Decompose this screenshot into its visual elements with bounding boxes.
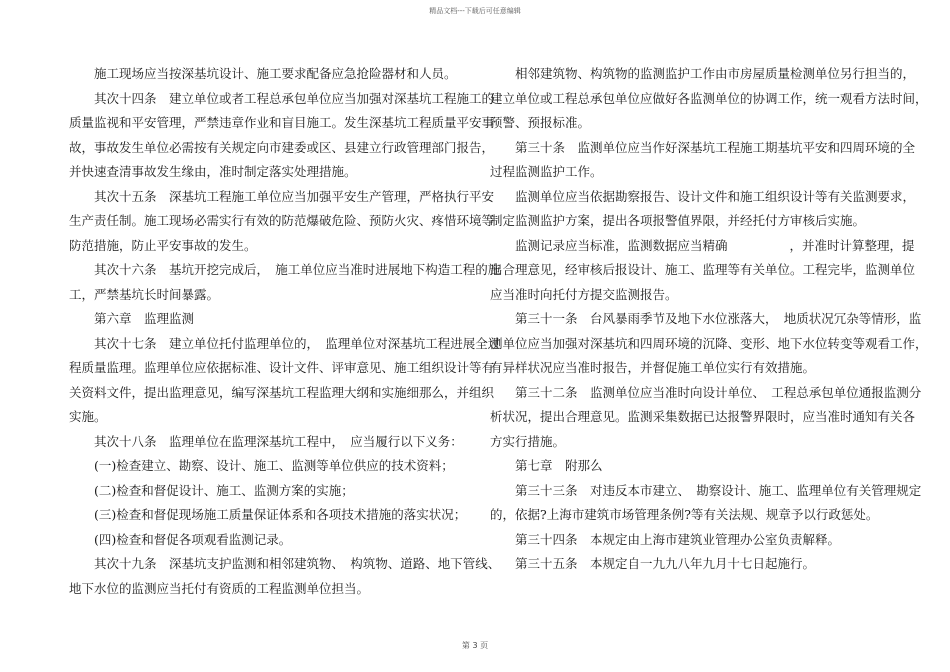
article-29-heading-line: 其次十九条 深基坑支护监测和相邻建筑物、 构筑物、道路、地下管线、 xyxy=(94,556,501,571)
page-header: 精品文档---下载后可任意编辑 xyxy=(429,7,521,15)
article-24-heading-line: 其次十四条 建立单位或者工程总承包单位应当加强对深基坑工程施工的 xyxy=(94,90,495,106)
article-31-heading-line: 第三十一条 台风暴雨季节及地下水位涨落大， 地质状况冗杂等情形，监 xyxy=(515,311,922,326)
paragraph-line: 过程监测监护工作。 xyxy=(490,164,603,179)
paragraph-line: 建立单位或工程总承包单位应做好各监测单位的协调工作，统一观看方法时间， xyxy=(490,90,928,106)
paragraph-line: 关资料文件，提出监理意见，编写深基坑工程监理大纲和实施细那么，并组织 xyxy=(69,384,495,400)
line-part: ，并准时计算整理，提 xyxy=(789,237,915,253)
paragraph-line: 工，严禁基坑长时间暴露。 xyxy=(69,286,220,302)
paragraph-line: 施工现场应当按深基坑设计、施工要求配备应急抢险器材和人员。 xyxy=(94,66,457,81)
line-part: 监测记录应当标准，监测数据应当精确 xyxy=(515,237,728,253)
paragraph-line: 预警、预报标准。 xyxy=(490,115,591,130)
list-item: (二)检查和督促设计、施工、监测方案的实施； xyxy=(94,482,354,498)
paragraph-line: 应当准时向托付方提交监测报告。 xyxy=(490,286,678,302)
list-item: (四)检查和督促各项观看监测记录。 xyxy=(94,531,292,547)
left-column xyxy=(69,62,501,601)
list-item: (三)检查和督促现场施工质量保证体系和各项技术措施的落实状况； xyxy=(94,507,467,522)
right-column xyxy=(490,62,928,577)
paragraph-line: 有异样状况应当准时报告，并督促施工单位实行有效措施。 xyxy=(490,360,816,375)
article-27-heading-line: 其次十七条 建立单位托付监理单位的， 监理单位对深基坑工程进展全过 xyxy=(94,335,501,351)
paragraph-line-with-gap xyxy=(490,234,915,259)
chapter-6-title: 第六章 监理监测 xyxy=(94,311,195,326)
paragraph-line: 测单位应当加强对深基坑和四周环境的沉降、变形、地下水位转变等观看工作， xyxy=(490,335,928,351)
article-33-heading-line: 第三十三条 对违反本市建立、 勘察设计、施工、监理单位有关管理规定 xyxy=(515,482,922,498)
chapter-7-title: 第七章 附那么 xyxy=(515,458,603,473)
paragraph-line: 制定监测监护方案，提出各项报警值界限，并经托付方审核后实施。 xyxy=(490,213,866,228)
page-number: 第 3 页 xyxy=(461,641,489,650)
paragraph-line: 质量监视和平安管理，严禁违章作业和盲目施工。发生深基坑工程质量平安事 xyxy=(69,115,495,130)
paragraph-line: 监测单位应当依据勘察报告、设计文件和施工组织设计等有关监测要求， xyxy=(515,188,916,204)
paragraph-line: 防范措施，防止平安事故的发生。 xyxy=(69,237,257,253)
paragraph-line: 相邻建筑物、构筑物的监测监护工作由市房屋质量检测单位另行担当的， xyxy=(515,66,916,81)
paragraph-line: 方实行措施。 xyxy=(490,433,566,449)
article-34-line: 第三十四条 本规定由上海市建筑业管理办公室负责解释。 xyxy=(515,531,841,547)
paragraph-line: 地下水位的监测应当托付有资质的工程监测单位担当。 xyxy=(69,580,370,596)
paragraph-line: 实施。 xyxy=(69,409,107,424)
paragraph-line: 故，事故发生单位必需按有关规定向市建委或区、县建立行政管理部门报告， xyxy=(69,139,495,155)
paragraph-line: 并快速查清事故发生缘由，准时制定落实处理措施。 xyxy=(69,164,357,179)
article-32-heading-line: 第三十二条 监测单位应当准时向设计单位、 工程总承包单位通报监测分 xyxy=(515,384,922,400)
paragraph-line: 程质量监理。监理单位应依据标准、设计文件、评审意见、施工组织设计等有 xyxy=(69,360,495,375)
paragraph-line: 析状况，提出合理意见。监测采集数据已达报警界限时，应当准时通知有关各 xyxy=(490,409,916,424)
article-25-heading-line: 其次十五条 深基坑工程施工单位应当加强平安生产管理，严格执行平安 xyxy=(94,188,495,204)
article-26-heading-line: 其次十六条 基坑开挖完成后， 施工单位应当准时进展地下构造工程的施 xyxy=(94,262,501,277)
list-item: (一)检查建立、勘察、设计、施工、监测等单位供应的技术资料； xyxy=(94,458,454,473)
article-28-heading-line: 其次十八条 监理单位在监理深基坑工程中， 应当履行以下义务： xyxy=(94,433,463,449)
article-35-line: 第三十五条 本规定自一九九八年九月十七日起施行。 xyxy=(515,556,816,571)
paragraph-line: 的，依据?上海市建筑市场管理条例?等有关法规、规章予以行政惩处。 xyxy=(490,507,879,522)
paragraph-line: 生产责任制。施工现场必需实行有效的防范爆破危险、预防火灾、疼惜环境等 xyxy=(69,213,495,228)
paragraph-line: 出合理意见，经审核后报设计、施工、监理等有关单位。工程完毕，监测单位 xyxy=(490,262,916,277)
article-30-heading-line: 第三十条 监测单位应当作好深基坑工程施工期基坑平安和四周环境的全 xyxy=(515,139,916,155)
